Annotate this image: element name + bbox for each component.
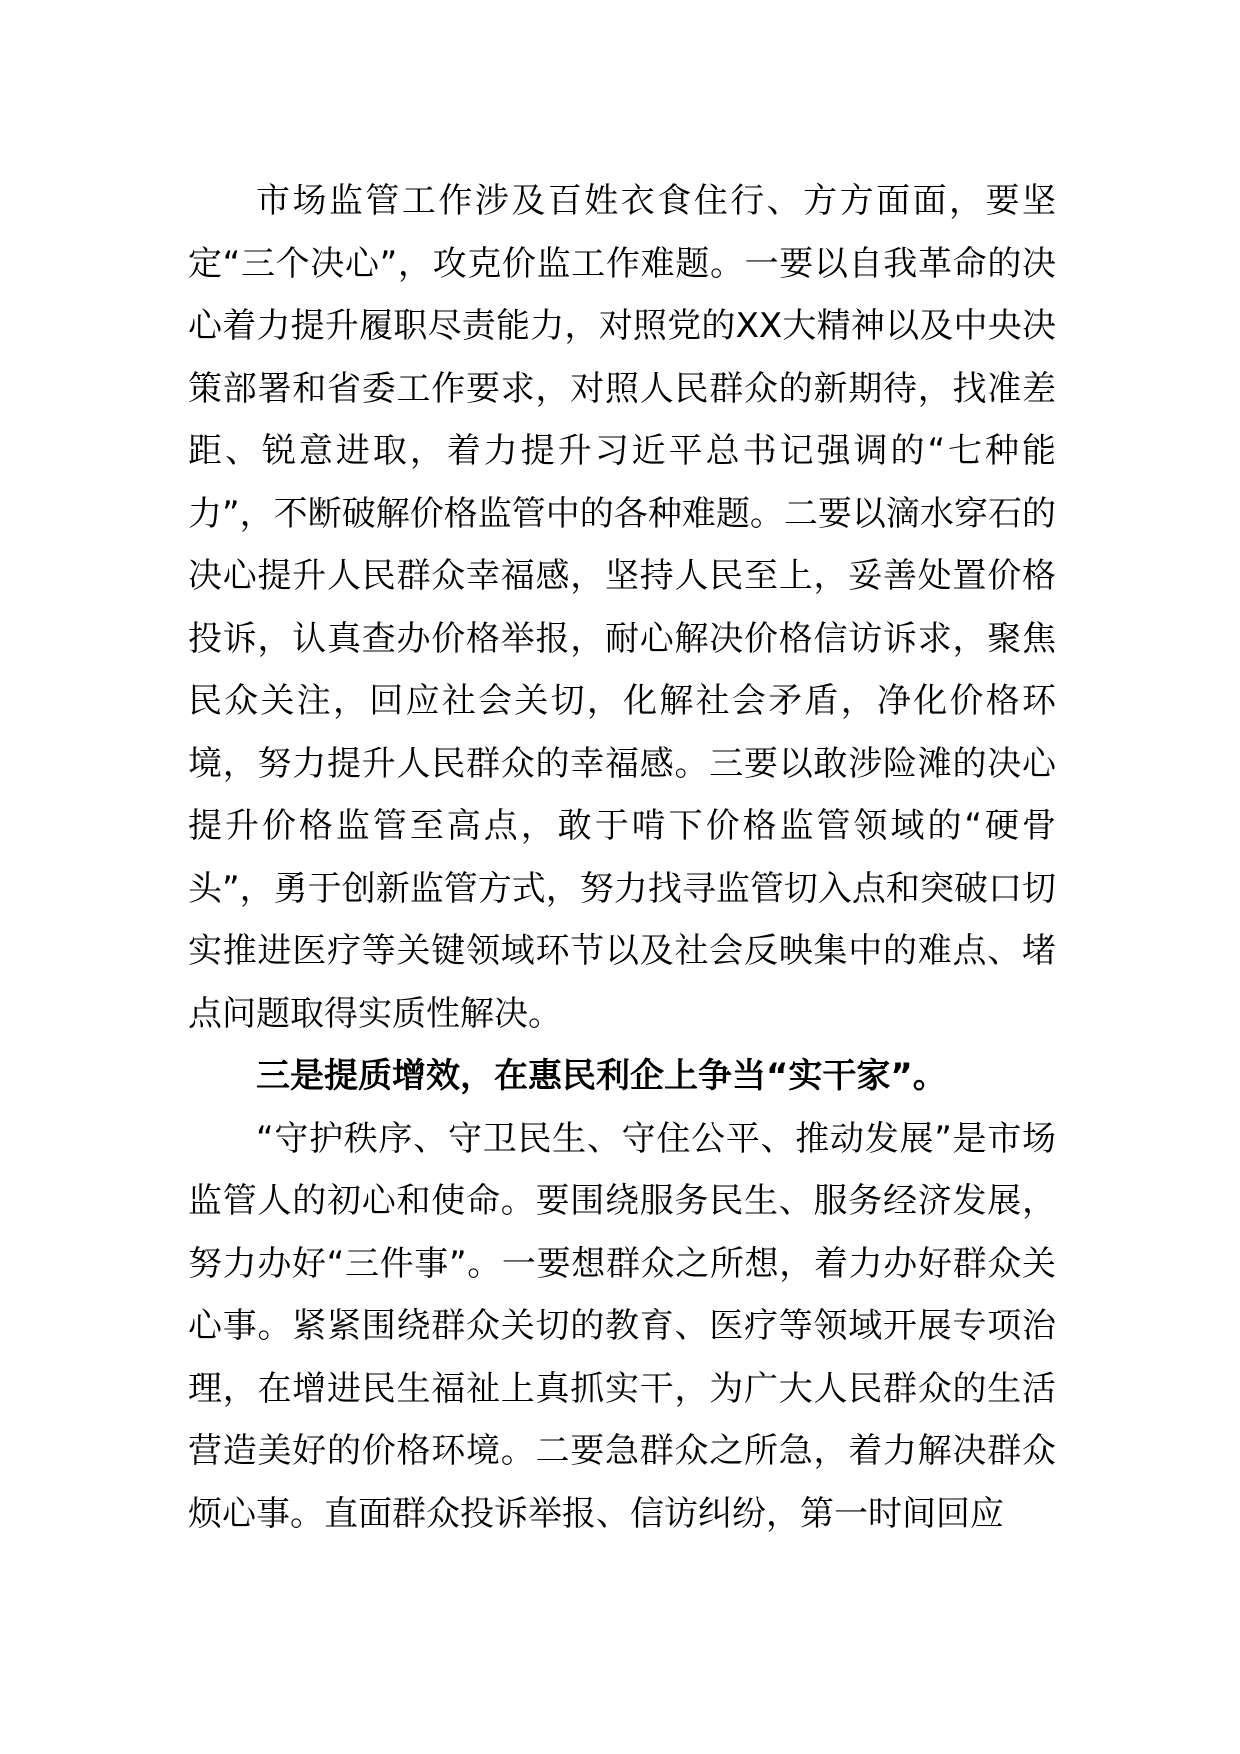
body-paragraph-2: “守护秩序、守卫民生、守住公平、推动发展”是市场监管人的初心和使命。要围绕服务民生、服务经济发展，努力办好“三件事”。一要想群众之所想，着力办好群众关心事。紧紧围绕群众关切的教育、医疗等领域开展专项治理，在增进民生福祉上真抓实干，为广大人民群众的生活营造美好的价格环境。二要急群众之所急，着力解决群众烦心事。直面群众投诉举报、信访纠纷，第一时间回应: [188, 1118, 1056, 1534]
document-body: [188, 170, 1056, 1545]
body-paragraph-1: 市场监管工作涉及百姓衣食住行、方方面面，要坚定“三个决心”，攻克价监工作难题。一要以自我革命的决心着力提升履职尽责能力，对照党的XX大精神以及中央决策部署和省委工作要求，对照人民群众的新期待，找准差距、锐意进取，着力提升习近平总书记强调的“七种能力”，不断破解价格监管中的各种难题。二要以滴水穿石的决心提升人民群众幸福感，坚持人民至上，妥善处置价格投诉，认真查办价格举报，耐心解决价格信访诉求，聚焦民众关注，回应社会关切，化解社会矛盾，净化价格环境，努力提升人民群众的幸福感。三要以敢涉险滩的决心提升价格监管至高点，敢于啃下价格监管领域的“硬骨头”，勇于创新监管方式，努力找寻监管切入点和突破口切实推进医疗等关键领域环节以及社会反映集中的难点、堵点问题取得实质性解决。: [188, 181, 1056, 1034]
section-heading-3: 三是提质增效，在惠民利企上争当“实干家”。: [256, 1056, 947, 1096]
